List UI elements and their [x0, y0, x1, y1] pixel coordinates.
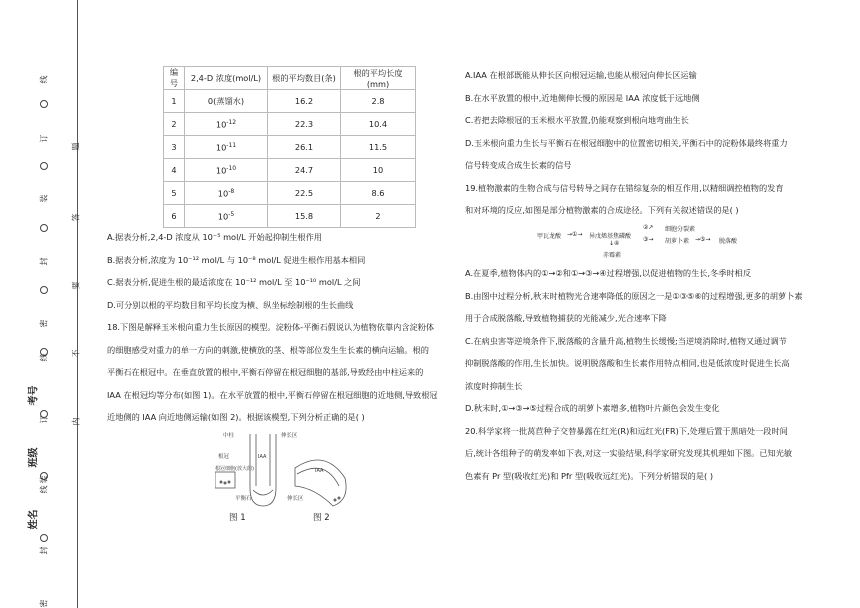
margin-char: 封: [39, 257, 49, 266]
margin-char: 不: [71, 349, 81, 358]
table-cell: 16.2: [268, 90, 341, 113]
margin-circle: [40, 224, 48, 232]
iaa-label: IAA: [258, 454, 267, 460]
table-cell: $10^{-8}$: [185, 182, 268, 205]
option-a: A.据表分析,2,4-D 浓度从 10⁻⁵ mol/L 开始起抑制生根作用: [107, 232, 322, 242]
table-cell: 4: [164, 159, 185, 182]
binding-margin: [0, 0, 90, 608]
table-cell: $10^{-10}$: [185, 159, 268, 182]
pathway-aba: 脱落酸: [719, 238, 738, 245]
table-cell: 22.5: [268, 182, 341, 205]
margin-char: 封: [39, 546, 49, 555]
q18-option-a: A.IAA 在根部既能从伸长区向根冠运输,也能从根冠向伸长区运输: [465, 70, 697, 80]
margin-char: 线: [39, 353, 49, 362]
elongation-label: 伸长区: [281, 433, 298, 439]
iaa-label-2: IAA: [315, 468, 324, 474]
q18-stem: 平衡石在根冠中。在垂直放置的根中,平衡石停留在根冠细胞的基部,导致经由中柱运来的: [107, 367, 424, 377]
q20-stem: 后,统计各组种子的萌发率如下表,对这一实验结果,科学家研究发现其机理如下图。已知光敏: [465, 448, 793, 458]
root-cap: [253, 490, 273, 495]
banji-label: 班级: [28, 447, 40, 468]
q19-option-c: C.在病虫害等逆境条件下,脱落酸的含量升高,植物生长缓慢;当逆境消除时,植物又通过调节: [465, 335, 787, 346]
table-row: [164, 136, 416, 159]
table-cell: 2: [341, 205, 416, 228]
right-column-top: [465, 64, 788, 222]
q18-option-d: D.玉米根向重力生长与平衡石在根冠细胞中的位置密切相关,平衡石中的淀粉体最终将重力: [465, 137, 788, 148]
margin-char: 装: [39, 475, 49, 484]
q19-option-b: B.由图中过程分析,秋末时植物光合速率降低的原因之一是①③⑤⑥的过程增强,更多的胡萝卜素: [465, 290, 803, 301]
margin-char: 订: [39, 415, 49, 424]
margin-char: 题: [71, 142, 81, 151]
table-header: 编号: [164, 67, 185, 90]
option-c: C.据表分析,促进生根的最适浓度在 10⁻¹² mol/L 至 10⁻¹⁰ mol/L 之间: [107, 277, 361, 287]
option-d: D.可分别以根的平均数目和平均长度为横、纵坐标绘制根的生长曲线: [107, 299, 354, 310]
margin-char: 订: [39, 134, 49, 143]
pathway-carotene: 胡萝卜素: [665, 238, 690, 245]
gengguan-label: 根冠: [218, 454, 230, 460]
margin-char: 密: [39, 599, 49, 608]
q19-option-c-cont: 浓度时抑制生长: [465, 380, 523, 391]
fig2-caption: 图 2: [313, 513, 330, 523]
hormone-pathway: 甲瓦龙酸 →①→ 异戊烯基焦磷酸 ②↗ ③→ 细胞分裂素 胡萝卜素 →⑤→ 脱落酸 ↓④ 赤霉素: [537, 224, 738, 259]
pathway-ipp: 异戊烯基焦磷酸: [589, 233, 632, 240]
margin-circle: [40, 100, 48, 108]
root-cap-cell: [215, 472, 235, 488]
q18-stem: IAA 在根冠均等分布(如图 1)。在水平放置的根中,平衡石停留在根冠细胞的近地侧,导致根冠: [107, 389, 438, 400]
q18-option-b: B.在水平放置的根中,近地侧伸长慢的原因是 IAA 浓度低于远地侧: [465, 92, 700, 103]
table-cell: 15.8: [268, 205, 341, 228]
q18-option-d-cont: 信号转变成合成生长素的信号: [465, 160, 572, 170]
margin-circle: [40, 286, 48, 294]
table-cell: $10^{-11}$: [185, 136, 268, 159]
right-column-bottom: [465, 262, 803, 487]
option-b: B.据表分析,浓度为 10⁻¹² mol/L 与 10⁻⁸ mol/L 促进生根作用基本相同: [107, 254, 366, 265]
table-row: [164, 90, 416, 113]
table-header: 根的平均数目(条): [268, 67, 341, 90]
table-cell: 24.7: [268, 159, 341, 182]
table-cell: 26.1: [268, 136, 341, 159]
q18-stem: 18.下图是解释玉米根向重力生长原因的模型。淀粉体-平衡石假说认为植物依靠内含淀粉体: [107, 322, 435, 332]
q19-stem: 19.植物激素的生物合成与信号转导之间存在错综复杂的相互作用,以精细调控植物的发育: [465, 182, 784, 193]
table-cell: $10^{-12}$: [185, 113, 268, 136]
statolith-label: 平衡石: [235, 496, 252, 502]
table-cell: 8.6: [341, 182, 416, 205]
table-cell: 10.4: [341, 113, 416, 136]
table-cell: 2: [164, 113, 185, 136]
q18-stem: 近地侧的 IAA 向近地侧运输(如图 2)。根据该模型,下列分析正确的是( ): [107, 412, 365, 422]
table-cell: 10: [341, 159, 416, 182]
margin-char: 装: [39, 194, 49, 203]
fig1-caption: 图 1: [229, 513, 246, 523]
margin-char: 线: [39, 75, 49, 84]
margin-circle: [40, 534, 48, 542]
table-cell: 6: [164, 205, 185, 228]
margin-char: 密: [39, 319, 49, 328]
table-cell: 5: [164, 182, 185, 205]
table-header: 2,4-D 浓度(mol/L): [185, 67, 268, 90]
left-column: [107, 226, 438, 429]
data-table: [163, 66, 416, 228]
q18-stem: 的细胞感受对重力的单一方向的刺激,使横放的茎、根等部位发生生长素的横向运输。根的: [107, 344, 429, 355]
table-row: [164, 182, 416, 205]
margin-char: 内: [71, 417, 81, 426]
table-cell: 11.5: [341, 136, 416, 159]
pathway-mevalonate: 甲瓦龙酸: [537, 233, 562, 240]
q19-stem: 和对环境的反应,如图是部分植物激素的合成途径。下列有关叙述错误的是( ): [465, 205, 739, 215]
elongation-label-2: 伸长区: [287, 496, 304, 502]
table-cell: 0(蒸馏水): [185, 90, 268, 113]
margin-char: 线: [39, 485, 49, 494]
table-row: [164, 205, 416, 228]
table-cell: $10^{-5}$: [185, 205, 268, 228]
binding-line: [77, 0, 78, 608]
table-header-row: [164, 67, 416, 90]
xingming-label: 姓名: [28, 509, 40, 530]
root-gravity-figure: [215, 428, 365, 510]
margin-char: 要: [71, 281, 81, 290]
table-cell: 1: [164, 90, 185, 113]
pathway-gibberellin: 赤霉素: [603, 252, 622, 259]
margin-char: 答: [71, 213, 81, 222]
pathway-cytokinin: 细胞分裂素: [665, 226, 696, 233]
cap-cell-label: 根冠细胞(放大的): [215, 466, 254, 472]
q18-option-c: C.若把去除根冠的玉米根水平放置,仍能观察到根向地弯曲生长: [465, 115, 689, 125]
table-cell: 2.8: [341, 90, 416, 113]
table-cell: 3: [164, 136, 185, 159]
central-cylinder: [256, 434, 270, 486]
q19-option-a: A.在夏季,植物体内的①→②和①→③→④过程增强,以促进植物的生长,冬季时相反: [465, 268, 752, 278]
table-cell: 22.3: [268, 113, 341, 136]
q20-stem: 色素有 Pr 型(吸收红光)和 Pfr 型(吸收远红光)。下列分析错误的是( ): [465, 470, 714, 481]
q19-option-b-cont: 用于合成脱落酸,导致植物捕获的光能减少,光合速率下降: [465, 313, 667, 323]
zhongzhu-label: 中柱: [223, 433, 235, 439]
q19-option-d: D.秋末时,①→③→⑤过程合成的胡萝卜素增多,植物叶片颜色会发生变化: [465, 403, 720, 413]
table-header: 根的平均长度(mm): [341, 67, 416, 90]
q20-stem: 20.科学家将一批莴苣种子交替暴露在红光(R)和远红光(FR)下,处理后置于黑暗处一段时间: [465, 425, 788, 436]
margin-circle: [40, 162, 48, 170]
table-row: [164, 159, 416, 182]
kaohao-label: 考号: [28, 385, 40, 406]
q19-option-c-cont: 抑制脱落酸的作用,生长加快。说明脱落酸和生长素作用特点相同,也是低浓度时促进生长高: [465, 358, 790, 368]
table-row: [164, 113, 416, 136]
